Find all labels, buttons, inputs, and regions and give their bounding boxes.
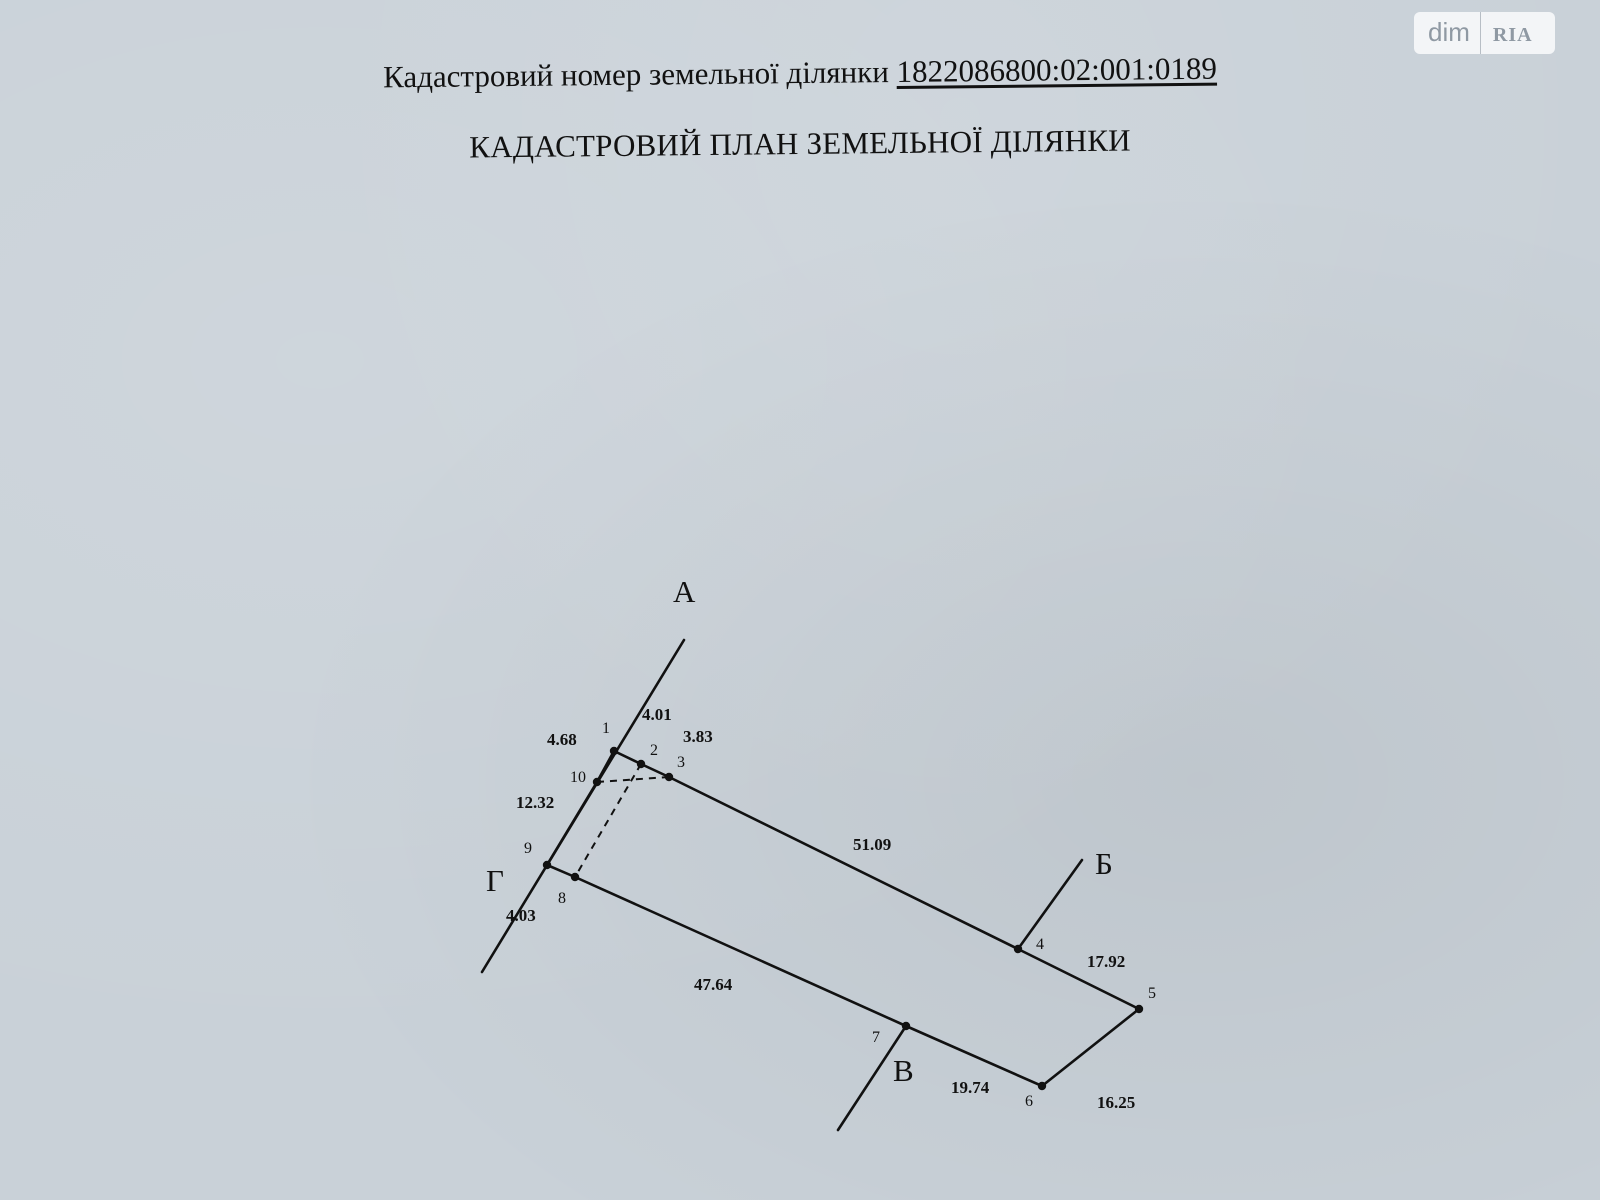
point-label-3: 3 — [677, 754, 685, 771]
vertex-4 — [1014, 945, 1022, 953]
vertex-3 — [665, 773, 673, 781]
vertex-6 — [1038, 1082, 1046, 1090]
distance-label-4-5: 17.92 — [1087, 952, 1126, 971]
distance-label-6-7: 19.74 — [951, 1078, 990, 1097]
watermark-dim-text: dim — [1428, 17, 1470, 47]
cadastral-number-caption: Кадастровий номер земельної ділянки — [382, 54, 889, 95]
direction-label-a: А — [673, 574, 696, 609]
distance-label-7-8: 47.64 — [694, 975, 733, 994]
distance-label-5-6: 16.25 — [1097, 1093, 1136, 1112]
distance-label-10-1: 4.68 — [547, 730, 577, 749]
direction-label-v: В — [893, 1053, 914, 1088]
vertex-8 — [571, 873, 579, 881]
document-title: КАДАСТРОВИЙ ПЛАН ЗЕМЕЛЬНОЇ ДІЛЯНКИ — [469, 122, 1131, 165]
direction-label-b: Б — [1095, 846, 1113, 881]
distance-label-1-2: 4.01 — [642, 705, 672, 724]
point-label-4: 4 — [1036, 936, 1044, 953]
vertex-2 — [637, 760, 645, 768]
boundary-line-b — [1018, 860, 1082, 949]
point-label-5: 5 — [1148, 985, 1156, 1002]
vertex-9 — [543, 861, 551, 869]
point-label-8: 8 — [558, 890, 566, 907]
point-label-2: 2 — [650, 742, 658, 759]
vertex-5 — [1135, 1005, 1143, 1013]
distance-label-2-3: 3.83 — [683, 727, 713, 746]
distance-label-3-4: 51.09 — [853, 835, 892, 854]
point-label-9: 9 — [524, 840, 532, 857]
vertex-1 — [610, 747, 618, 755]
distance-label-9-10: 12.32 — [516, 793, 555, 812]
point-label-6: 6 — [1025, 1093, 1033, 1110]
watermark-ria-logo: RIA — [1492, 23, 1533, 46]
vertex-10 — [593, 778, 601, 786]
distance-label-8-9: 4.03 — [506, 906, 536, 925]
parcel-outline — [547, 751, 1139, 1086]
direction-label-g: Г — [486, 863, 504, 898]
point-label-7: 7 — [872, 1029, 880, 1046]
vertex-7 — [902, 1022, 910, 1030]
point-label-10: 10 — [570, 769, 586, 786]
point-label-1: 1 — [602, 720, 610, 737]
cadastral-number-value: 1822086800:02:001:0189 — [896, 50, 1218, 89]
